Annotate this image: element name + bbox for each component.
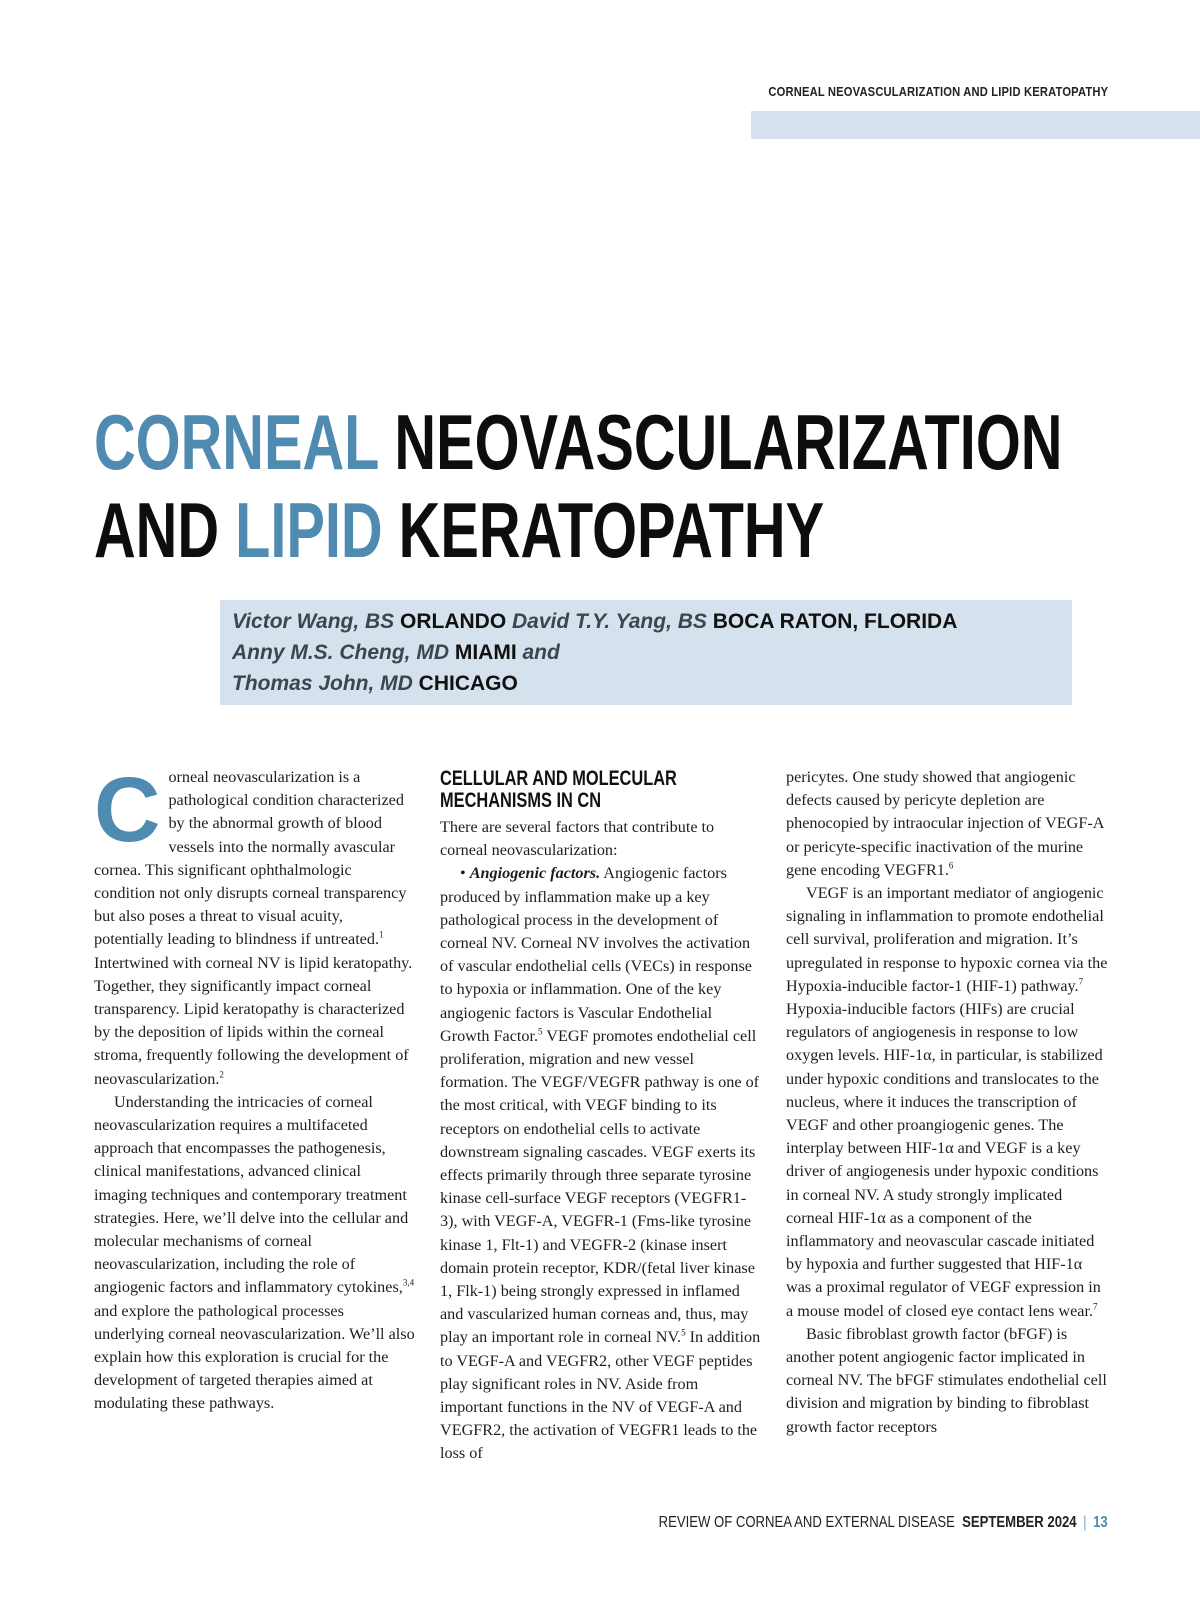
- author-name: Anny M.S. Cheng, MD: [232, 641, 449, 664]
- paragraph-text: pericytes. One study showed that angiogenic defects caused by pericyte depletion are phenocopied by intraocular injection of VEGF-A or pericyte-specific inactivation of the murine gene encoding VEGFR1.: [786, 768, 1104, 879]
- author-name: Thomas John, MD: [232, 672, 413, 695]
- article-title: [94, 398, 1062, 574]
- journal-name: REVIEW OF CORNEA AND EXTERNAL DISEASE: [658, 1514, 956, 1531]
- column-1: [94, 759, 416, 1416]
- paragraph-text: Basic fibroblast growth factor (bFGF) is another potent angiogenic factor implicated in corneal NV. The bFGF stimulates endothelial cell division and migration by binding to fibroblast growth factor receptors: [786, 1324, 1107, 1436]
- citation: 7: [1093, 1301, 1098, 1312]
- paragraph-text: In addition to VEGF-A and VEGFR2, other VEGF peptides play significant roles in NV. Aside from important functions in the NV of VEGF-A and VEGFR2, the activation of VEGFR1 leads to the loss of: [440, 1328, 761, 1463]
- title-word-keratopathy: KERATOPATHY: [382, 486, 825, 574]
- section-heading-line: CELLULAR AND MOLECULAR: [440, 767, 677, 790]
- title-word-lipid: LIPID: [235, 486, 383, 574]
- issue-date: SEPTEMBER 2024: [962, 1514, 1077, 1531]
- page-number: 13: [1093, 1514, 1108, 1531]
- column-2: [440, 768, 762, 1466]
- citation: 5: [538, 1026, 543, 1037]
- paragraph-text: Understanding the intricacies of corneal neovascularization requires a multifaceted approach that encompasses the pathogenesis, clinical manifestations, advanced clinical imaging techniques and contemporary treatment strategies. Here, we’ll delve into the cellular and molecular mechanisms of corneal neovascularization, including the role of angiogenic factors and inflammatory cytokines,: [94, 1092, 409, 1297]
- paragraph-text: Angiogenic factors produced by inflammation make up a key pathological process in the development of corneal NV. Corneal NV involves the activation of vascular endothelial cells (VECs) in response to hypoxia or inflammation. One of the key angiogenic factors is Vascular Endothelial Growth Factor.: [440, 864, 752, 1045]
- bullet-icon: •: [460, 864, 470, 883]
- citation: 1: [379, 930, 384, 941]
- title-word-corneal: CORNEAL: [94, 398, 379, 486]
- citation: 3,4: [402, 1278, 415, 1289]
- paragraph-text: orneal neovascularization is a pathological condition characterized by the abnormal growth of blood vessels into the normally avascular cornea. This significant ophthalmologic condition not only disrupts corneal transparency but also poses a threat to visual acuity, potentially leading to blindness if untreated.: [94, 768, 407, 949]
- section-heading-line: MECHANISMS IN CN: [440, 789, 602, 812]
- page-footer: [659, 1514, 1108, 1532]
- citation: 2: [219, 1069, 224, 1080]
- title-word-and: AND: [94, 486, 236, 574]
- body-paragraph: [786, 766, 1108, 882]
- section-heading: [440, 768, 691, 812]
- body-paragraph: There are several factors that contribute to corneal neovascularization:: [440, 818, 715, 860]
- footer-separator: |: [1083, 1514, 1087, 1531]
- paragraph-text: VEGF is an important mediator of angiogenic signaling in inflammation to promote endothelial cell survival, proliferation and migration. It’s upregulated in response to hypoxic cornea via the Hypoxia-inducible factor-1 (HIF-1) pathway.: [786, 884, 1108, 995]
- bullet-paragraph: [440, 862, 762, 1465]
- author-location: MIAMI: [449, 641, 523, 664]
- column-3: [786, 766, 1108, 1439]
- header-accent-bar: [751, 111, 1200, 139]
- byline-conjunction: and: [522, 641, 560, 664]
- intro-paragraph: [94, 759, 416, 1091]
- title-word-neovascularization: NEOVASCULARIZATION: [378, 398, 1063, 486]
- paragraph-text: VEGF promotes endothelial cell proliferation, migration and new vessel formation. The VEGF/VEGFR pathway is one of the most critical, with VEGF binding to its receptors on endothelial cells to activate downstream signaling cascades. VEGF exerts its effects primarily through three separate tyrosine kinase cell-surface VEGF receptors (VEGFR1-3), with VEGF-A, VEGFR-1 (Fms-like tyrosine kinase 1, Flt-1) and VEGFR-2 (kinase insert domain protein receptor, KDR/(fetal liver kinase 1, Flk-1) being strongly expressed in inflamed and vascularized human corneas and, thus, may play an important role in corneal NV.: [440, 1026, 760, 1347]
- body-paragraph: [94, 1091, 416, 1416]
- citation: 6: [948, 860, 954, 871]
- paragraph-text: Hypoxia-inducible factors (HIFs) are crucial regulators of angiogenesis in response to low oxygen levels. HIF-1α, in particular, is stabilized under hypoxic conditions and translocates to the nucleus, where it induces the transcription of VEGF and other proangiogenic genes. The interplay between HIF-1α and VEGF is a key driver of angiogenesis under hypoxic conditions in corneal NV. A study strongly implicated corneal HIF-1α as a component of the inflammatory and neovascular cascade initiated by hypoxia and further suggested that HIF-1α was a proximal regulator of VEGF expression in a mouse model of closed eye contact lens wear.: [786, 1000, 1103, 1320]
- author-location: ORLANDO: [394, 610, 513, 633]
- author-byline: [220, 600, 1072, 705]
- author-location: BOCA RATON, FLORIDA: [706, 610, 958, 633]
- paragraph-text: and explore the pathological processes underlying corneal neovascularization. We’ll also explain how this exploration is crucial for the development of targeted therapies aimed at modulating these pathways.: [94, 1301, 415, 1413]
- body-paragraph: [786, 1323, 1108, 1439]
- author-name: David T.Y. Yang, BS: [512, 610, 707, 633]
- running-head: CORNEAL NEOVASCULARIZATION AND LIPID KERATOPATHY: [768, 84, 1108, 99]
- paragraph-text: Intertwined with corneal NV is lipid keratopathy. Together, they significantly impact corneal transparency. Lipid keratopathy is characterized by the deposition of lipids within the corneal stroma, frequently following the development of neovascularization.: [94, 953, 413, 1088]
- drop-cap: C: [94, 759, 161, 861]
- author-location: CHICAGO: [412, 672, 518, 695]
- bullet-lead-in: Angiogenic factors.: [469, 864, 601, 883]
- citation: 5: [681, 1328, 686, 1339]
- citation: 7: [1078, 976, 1084, 987]
- author-name: Victor Wang, BS: [232, 610, 395, 633]
- body-paragraph: [786, 882, 1108, 1323]
